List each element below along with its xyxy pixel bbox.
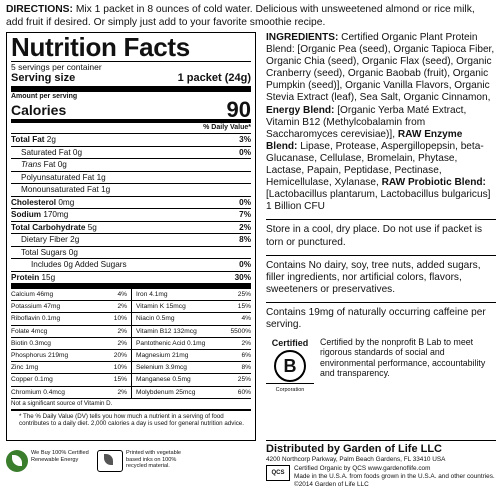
- probiotic-blend-label: RAW Probiotic Blend:: [381, 177, 486, 189]
- micronutrient-amount: 21mg: [171, 352, 189, 360]
- micronutrient-dv: 15%: [113, 376, 127, 384]
- ingredients-text: Certified Organic Plant Protein Blend: [Organic Pea (seed), Organic Tapioca Fiber, Organic Chia (seed), Organic Flax (seed), Organic Cranberry (seed), Organic Baobab (fruit), Organic Pumpkin (seed)], Organic Vanilla Flavors, Organic Stevia Extract (leaf), Sea Salt, Organic Cinnamon,: [266, 32, 495, 104]
- micronutrient-name: Vitamin K: [136, 303, 165, 311]
- bcorp-logo: [266, 337, 314, 396]
- micronutrient-cell: [11, 362, 131, 374]
- nutrient-row-dietary-fiber: Dietary Fiber 2g 8%: [11, 234, 251, 247]
- micronutrient-dv: 25%: [237, 291, 251, 298]
- nutrient-row-trans-fat: Trans Fat 0g: [11, 159, 251, 172]
- daily-value-header: % Daily Value*: [11, 123, 251, 134]
- micronutrient-cell: [11, 313, 131, 325]
- amount-per-serving: Amount per serving: [11, 93, 78, 100]
- micronutrient-name: Manganese: [136, 376, 171, 384]
- micronutrient-amount: 0.5mg: [156, 315, 175, 323]
- nutrient-row-added-sugars: Includes 0g Added Sugars 0%: [11, 259, 251, 272]
- micronutrient-amount: 4.1mg: [149, 291, 168, 298]
- micronutrient-cell: [11, 350, 131, 362]
- caffeine-text: Contains 19mg of naturally occurring caffeine per serving.: [266, 306, 486, 330]
- nutrient-row-total-sugars: Total Sugars 0g: [11, 247, 251, 260]
- nutrient-row-total-carbohydrate: Total Carbohydrate 5g 2%: [11, 222, 251, 235]
- micronutrient-dv: 8%: [241, 364, 251, 372]
- micronutrient-dv: 4%: [241, 315, 251, 323]
- eco-badges: [6, 450, 256, 472]
- recycled-print-badge: [97, 450, 196, 472]
- micronutrient-name: Chromium: [11, 388, 42, 396]
- calories-row: [11, 97, 251, 123]
- micronutrient-amount: 0.1mg: [41, 315, 61, 323]
- micronutrient-dv: 4%: [117, 291, 127, 298]
- directions: [6, 4, 494, 29]
- energy-blend-label: Energy Blend:: [266, 104, 335, 116]
- micronutrient-name: Niacin: [136, 315, 155, 323]
- micronutrient-cell: [11, 387, 131, 399]
- micronutrient-cell: [131, 313, 251, 325]
- micronutrient-cell: [131, 374, 251, 386]
- distributor-block: [266, 440, 496, 489]
- renewable-energy-badge: [6, 450, 91, 472]
- storage-text: Store in a cool, dry place. Do not use if packet is torn or punctured.: [266, 224, 483, 248]
- serving-size-row: [11, 72, 251, 92]
- micronutrient-cell: [131, 289, 251, 301]
- micronutrient-cell: [11, 289, 131, 301]
- enzyme-blend-text: Lipase, Protease, Aspergillopepsin, beta-Glucanase, Cellulase, Bromelain, Phytase, Lactase, Papain, Peptidase, Pectinase, Hemicellulase, Xylanase,: [266, 140, 484, 189]
- micronutrient-name: Molybdenum: [136, 388, 174, 396]
- micronutrient-amount: 15mcg: [165, 303, 186, 311]
- divider: [266, 219, 496, 220]
- origin-copyright-line: Made in the U.S.A. from foods grown in the U.S.A. and other countries. ©2014 Garden of Life LLC: [294, 473, 495, 488]
- bcorp-certified-label: Certified: [271, 338, 309, 349]
- micronutrient-dv: 20%: [113, 352, 127, 360]
- nutrient-row-cholesterol: Cholesterol 0mg 0%: [11, 197, 251, 210]
- micronutrient-cell: [11, 326, 131, 338]
- recycled-print-text: Printed with vegetable based inks on 100% recycled material.: [126, 450, 182, 470]
- ingredients-paragraph: [266, 32, 496, 213]
- micronutrient-amount: 0.1mg: [186, 339, 206, 347]
- nutrient-row-polyunsaturated-fat: Polyunsaturated Fat 1g: [11, 172, 251, 185]
- distributor-certification: [266, 465, 496, 489]
- micronutrient-cell: [131, 326, 251, 338]
- nutrient-row-protein: Protein 15g 30%: [11, 272, 251, 290]
- micronutrient-dv: 10%: [113, 364, 127, 372]
- leaf-icon: [6, 450, 28, 472]
- qcs-logo: QCS: [266, 465, 290, 481]
- micronutrient-cell: [131, 362, 251, 374]
- micronutrient-amount: 47mg: [43, 303, 61, 311]
- serving-size-label: Serving size: [11, 72, 76, 84]
- not-significant-note: Not a significant source of Vitamin D.: [11, 399, 251, 411]
- micronutrient-name: Iron: [136, 291, 148, 298]
- micronutrient-dv: 6%: [241, 352, 251, 360]
- micronutrient-amount: 0.5mg: [172, 376, 191, 384]
- organic-certification-line: Certified Organic by QCS www.gardenoflife.com: [294, 465, 431, 472]
- nutrient-row-monounsaturated-fat: Monounsaturated Fat 1g: [11, 184, 251, 197]
- nutrient-row-sodium: Sodium 170mg 7%: [11, 209, 251, 222]
- micronutrient-name: Copper: [11, 376, 33, 384]
- daily-value-footnote: * The % Daily Value (DV) tells you how much a nutrient in a serving of food contributes to a daily diet. 2,000 calories a day is used for general nutrition advice.: [19, 412, 244, 428]
- micronutrient-dv: 2%: [117, 339, 127, 347]
- servings-per-container: 5 servings per container: [11, 62, 102, 72]
- enzyme-blend-label: RAW Enzyme Blend:: [266, 128, 463, 152]
- bcorp-corporation-label: Corporation: [266, 383, 314, 396]
- micronutrient-cell: [11, 374, 131, 386]
- calories-value: 90: [226, 97, 251, 122]
- micronutrient-name: Riboflavin: [11, 315, 40, 323]
- micronutrient-cell: [11, 338, 131, 350]
- allergen-text: Contains No dairy, soy, tree nuts, added sugars, filler ingredients, nor artificial colors, flavors, sweeteners or preservatives.: [266, 259, 481, 295]
- renewable-energy-text: We Buy 100% Certified Renewable Energy: [31, 450, 89, 463]
- micronutrient-cell: [131, 350, 251, 362]
- micronutrient-dv: 2%: [241, 339, 251, 347]
- ingredients-label: INGREDIENTS:: [266, 32, 339, 43]
- micronutrient-cell: [131, 387, 251, 399]
- bcorp-section: [266, 337, 496, 396]
- micronutrient-dv: 15%: [237, 303, 251, 311]
- micronutrient-name: Biotin: [11, 339, 28, 347]
- directions-label: DIRECTIONS:: [6, 4, 73, 15]
- micronutrient-grid: [11, 289, 251, 399]
- directions-text: Mix 1 packet in 8 ounces of cold water. Delicious with unsweetened almond or rice milk, add fruit if desired. Or simply just add to your favorite smoothie recipe.: [6, 4, 475, 28]
- micronutrient-amount: 0.3mcg: [29, 339, 51, 347]
- micronutrient-amount: 219mg: [48, 352, 69, 360]
- micronutrient-dv: 2%: [117, 388, 127, 396]
- nutrition-title: Nutrition Facts: [11, 33, 251, 62]
- micronutrient-cell: [131, 301, 251, 313]
- micronutrient-name: Folate: [11, 327, 30, 335]
- nutrient-row-total-fat: Total Fat 2g 3%: [11, 134, 251, 147]
- energy-blend-text: [Organic Yerba Maté Extract, Vitamin B12 (Methylcobalamin from Saccharomyces cerevisiae)],: [266, 104, 467, 140]
- micronutrient-amount: 1mg: [25, 364, 39, 372]
- micronutrient-amount: 4mcg: [31, 327, 48, 335]
- micronutrient-name: Phosphorus: [11, 352, 47, 360]
- micronutrient-dv: 25%: [237, 376, 251, 384]
- ingredients-column: [266, 32, 496, 396]
- divider: [266, 302, 496, 303]
- micronutrient-dv: 10%: [113, 315, 127, 323]
- micronutrient-dv: 60%: [237, 388, 251, 396]
- micronutrient-dv: 2%: [117, 303, 127, 311]
- calories-label: Calories: [11, 102, 67, 118]
- printer-leaf-icon: [97, 450, 123, 472]
- micronutrient-cell: [131, 338, 251, 350]
- distributor-title: Distributed by Garden of Life LLC: [266, 443, 443, 455]
- micronutrient-name: Potassium: [11, 303, 42, 311]
- micronutrient-amount: 0.4mcg: [43, 388, 65, 396]
- micronutrient-amount: 3.9mcg: [165, 364, 187, 372]
- micronutrient-name: Zinc: [11, 364, 24, 372]
- micronutrient-amount: 0.1mg: [34, 376, 53, 384]
- serving-size-value: 1 packet (24g): [177, 72, 251, 84]
- micronutrient-dv: 5500%: [230, 327, 251, 335]
- nutrient-row-saturated-fat: Saturated Fat 0g 0%: [11, 147, 251, 160]
- micronutrient-name: Selenium: [136, 364, 164, 372]
- micronutrient-dv: 2%: [117, 327, 127, 335]
- micronutrient-name: Pantothenic Acid: [136, 339, 186, 347]
- divider: [266, 255, 496, 256]
- micronutrient-name: Magnesium: [136, 352, 171, 360]
- nutrition-facts-panel: [6, 32, 256, 441]
- micronutrient-name: Vitamin B12: [136, 327, 172, 335]
- bcorp-b-icon: B: [274, 350, 306, 382]
- micronutrient-amount: 46mg: [36, 291, 54, 298]
- micronutrient-amount: 25mcg: [175, 388, 196, 396]
- micronutrient-cell: [11, 301, 131, 313]
- distributor-address: 4200 Northcorp Parkway, Palm Beach Gardens, FL 33410 USA: [266, 456, 446, 463]
- probiotic-blend-text: [Lactobacillus plantarum, Lactobacillus bulgaricus] 1 Billion CFU: [266, 189, 491, 213]
- micronutrient-name: Calcium: [11, 291, 35, 298]
- bcorp-description: Certified by the nonprofit B Lab to meet rigorous standards of social and environmental performance, accountability and transparency.: [320, 337, 486, 378]
- micronutrient-amount: 132mcg: [173, 327, 197, 335]
